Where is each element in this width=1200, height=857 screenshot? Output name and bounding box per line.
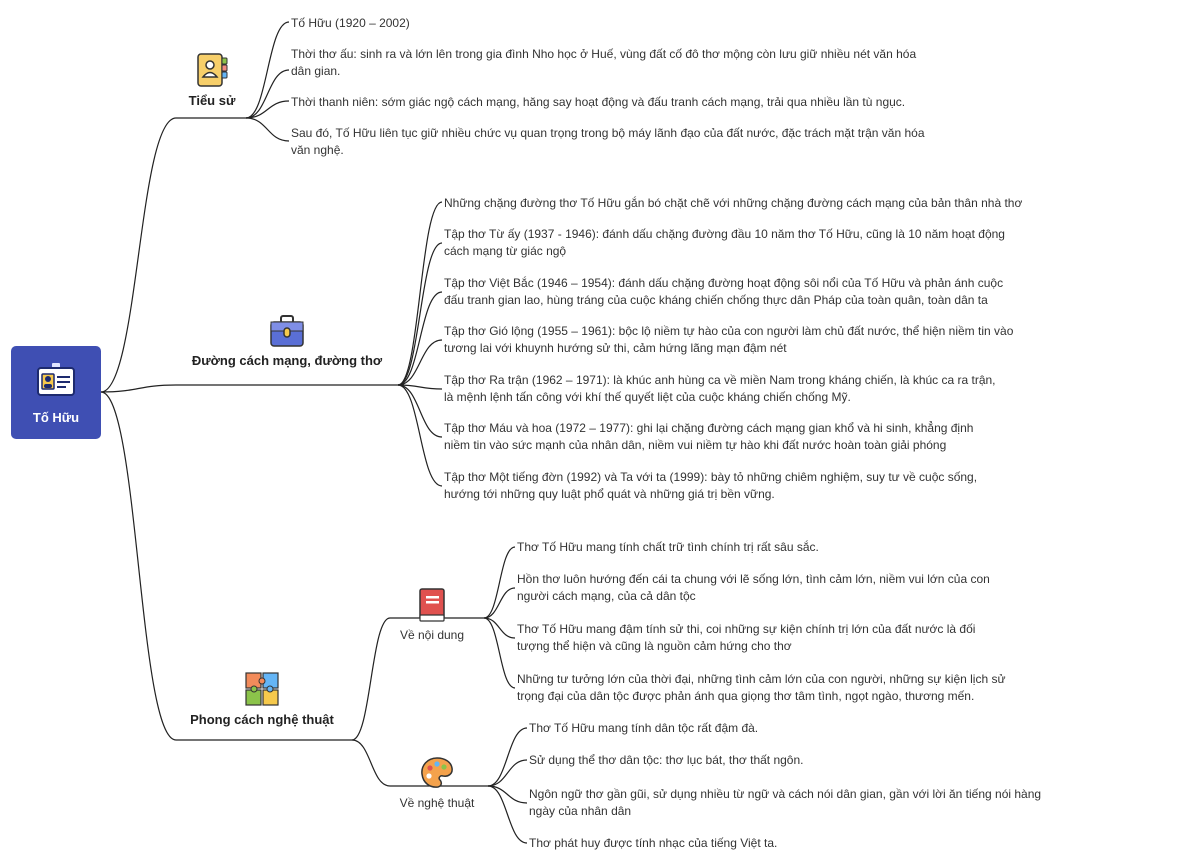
leaf-item: Những tư tưởng lớn của thời đại, những tình cảm lớn của con người, những sự kiện lịch sử trọng đại của dân tộc được phản ánh qua giọng thơ tâm tình, ngọt ngào, thương mến. xyxy=(517,672,1006,703)
connector-curve xyxy=(398,202,442,385)
leaf-item: Thời thanh niên: sớm giác ngộ cách mạng, hăng say hoạt động và đấu tranh cách mạng, trải qua nhiều lần tù ngục. xyxy=(291,95,906,109)
connector-curve xyxy=(488,760,527,786)
puzzle-icon xyxy=(244,671,280,707)
connector-curve xyxy=(484,547,515,618)
leaf-item: Tập thơ Máu và hoa (1972 – 1977): ghi lại chặng đường cách mạng gian khổ và hi sinh, khẳng định niềm tin vào sức mạnh của nhân dân, niềm vui niềm tự hào khi đất nước hoàn toàn giải phóng xyxy=(444,421,974,452)
connector-curve xyxy=(101,392,176,740)
leaf-item: Sử dụng thể thơ dân tộc: thơ lục bát, thơ thất ngôn. xyxy=(529,753,804,767)
leaf-item: Thơ phát huy được tính nhạc của tiếng Việt ta. xyxy=(529,836,778,850)
branch-label: Tiểu sử xyxy=(188,93,236,108)
leaf-item: Tập thơ Gió lộng (1955 – 1961): bộc lộ niềm tự hào của con người làm chủ đất nước, thể hiện niềm tin vào tương lai với khuynh hướng sử thi, cảm hứng lãng mạn đậm nét xyxy=(444,324,1014,355)
leaf-item: Thời thơ ấu: sinh ra và lớn lên trong gia đình Nho học ở Huế, vùng đất cố đô thơ mộng còn lưu giữ nhiều nét văn hóa dân gian. xyxy=(291,47,917,78)
profile-document-icon xyxy=(194,52,230,88)
leaf-item: Hồn thơ luôn hướng đến cái ta chung với lẽ sống lớn, tình cảm lớn, niềm vui lớn của con người cách mạng, của cả dân tộc xyxy=(517,572,990,603)
id-card-icon xyxy=(36,363,76,397)
leaf-item: Những chặng đường thơ Tố Hữu gắn bó chặt chẽ với những chặng đường cách mạng của bản thân nhà thơ xyxy=(444,196,1023,210)
connector-curve xyxy=(352,740,390,786)
leaf-item: Tập thơ Từ ấy (1937 - 1946): đánh dấu chặng đường đầu 10 năm thơ Tố Hữu, cũng là 10 năm hoạt động cách mạng từ giác ngộ xyxy=(444,227,1005,258)
connector-curve xyxy=(246,70,289,118)
branch-label: Đường cách mạng, đường thơ xyxy=(191,353,383,368)
branch-phong-cach[interactable] xyxy=(182,671,342,727)
leaf-item: Sau đó, Tố Hữu liên tục giữ nhiều chức vụ quan trọng trong bộ máy lãnh đạo của đất nước, đặc trách mặt trận văn hóa văn nghệ. xyxy=(291,126,925,157)
sub-label: Về nội dung xyxy=(399,628,465,642)
connector-curve xyxy=(246,118,289,141)
branch-duong-cach-mang[interactable] xyxy=(182,314,392,368)
connector-curve xyxy=(246,22,289,118)
root-node[interactable] xyxy=(11,346,101,439)
root-label: Tố Hữu xyxy=(32,410,80,425)
connector-curve xyxy=(398,292,442,385)
palette-icon xyxy=(419,755,455,791)
leaf-item: Thơ Tố Hữu mang đậm tính sử thi, coi những sự kiện chính trị lớn của đất nước là đối tượng thể hiện và cũng là nguồn cảm hứng cho thơ xyxy=(517,622,976,653)
connector-curve xyxy=(101,118,176,392)
connector-curve xyxy=(488,728,527,786)
leaf-item: Thơ Tố Hữu mang tính dân tộc rất đậm đà. xyxy=(529,721,759,735)
connector-curve xyxy=(484,588,515,618)
leaf-item: Thơ Tố Hữu mang tính chất trữ tình chính trị rất sâu sắc. xyxy=(517,540,819,554)
sub-ve-nghe-thuat[interactable] xyxy=(387,755,487,810)
sub-label: Về nghệ thuật xyxy=(399,796,475,810)
leaf-item: Tập thơ Một tiếng đờn (1992) và Ta với ta (1999): bày tỏ những chiêm nghiệm, suy tư về cuộc sống, hướng tới những quy luật phổ quát và những giá trị bền vững. xyxy=(444,470,978,501)
sub-ve-noi-dung[interactable] xyxy=(387,587,477,642)
connector-curve xyxy=(398,385,442,437)
branch-label: Phong cách nghệ thuật xyxy=(190,712,334,727)
leaf-item: Tập thơ Việt Bắc (1946 – 1954): đánh dấu chặng đường hoạt động sôi nổi của Tố Hữu và phản ánh cuộc đấu tranh gian lao, hùng tráng của cuộc kháng chiến chống thực dân Pháp của toàn quân, toàn dân ta xyxy=(444,276,1004,307)
leaf-item: Tập thơ Ra trận (1962 – 1971): là khúc anh hùng ca về miền Nam trong kháng chiến, là khúc ca ra trận, là mệnh lệnh tấn công với khí thế quyết liệt của cuộc kháng chiến chống Mỹ. xyxy=(444,373,996,404)
leaf-item: Tố Hữu (1920 – 2002) xyxy=(291,16,410,30)
branch-tieu-su[interactable] xyxy=(172,52,252,108)
connector-curve xyxy=(101,385,176,392)
briefcase-icon xyxy=(269,314,305,348)
book-icon xyxy=(417,587,447,623)
leaf-item: Ngôn ngữ thơ gần gũi, sử dụng nhiều từ ngữ và cách nói dân gian, gần với lời ăn tiếng nói hàng ngày của nhân dân xyxy=(529,787,1042,818)
connector-curve xyxy=(352,618,390,740)
